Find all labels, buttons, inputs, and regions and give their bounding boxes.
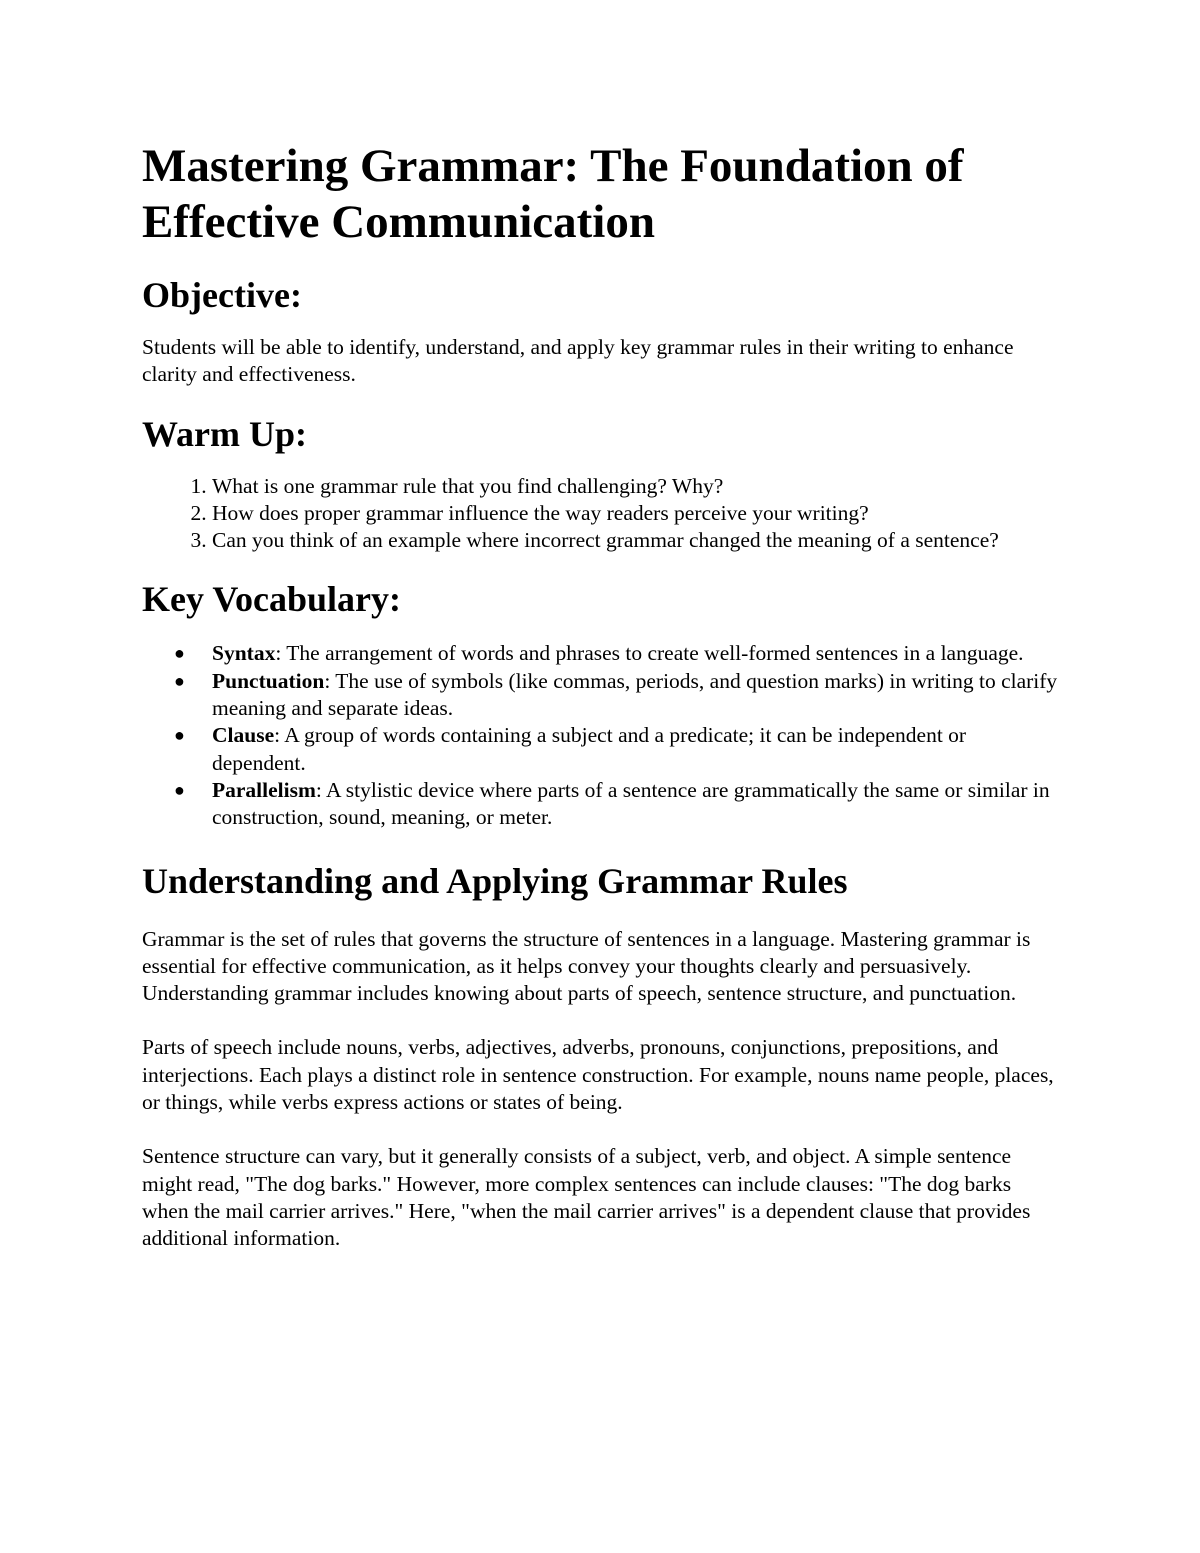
vocabulary-definition: : The use of symbols (like commas, periods, and question marks) in writing to clarify meaning and separate ideas. (212, 668, 1058, 721)
bullet-icon: ● (174, 779, 185, 800)
vocabulary-term: Syntax (212, 641, 276, 666)
vocabulary-item (174, 640, 1062, 667)
bullet-icon: ● (174, 643, 185, 664)
vocabulary-definition: : The arrangement of words and phrases to create well-formed sentences in a language. (275, 641, 1024, 666)
rules-paragraph: Grammar is the set of rules that governs the structure of sentences in a language. Mastering grammar is essential for effective communication, as it helps convey your thoughts clearly and persuasively. Understanding grammar includes knowing about parts of speech, sentence structure, and punctuation. (142, 926, 1031, 1006)
rules-paragraph: Parts of speech include nouns, verbs, adjectives, adverbs, pronouns, conjunctions, prepositions, and interjections. Each plays a distinct role in sentence construction. For example, nouns name people, places, or things, while verbs express actions or states of being. (142, 1035, 1054, 1115)
bullet-icon: ● (174, 725, 185, 746)
vocabulary-list (142, 640, 1062, 831)
vocabulary-item (174, 668, 1062, 723)
warm-up-item: 2. How does proper grammar influence the way readers perceive your writing? (212, 500, 1062, 527)
objective-heading: Objective: (142, 275, 302, 315)
vocabulary-heading: Key Vocabulary: (142, 579, 402, 620)
vocabulary-term: Clause (212, 723, 275, 748)
warm-up-list (142, 473, 1062, 555)
rules-paragraph: Sentence structure can vary, but it generally consists of a subject, verb, and object. A simple sentence might read, "The dog barks." However, more complex sentences can include clauses: "The dog barks when the mail carrier arrives." Here, "when the mail carrier arrives" is a dependent clause that provides additional information. (142, 1144, 1031, 1251)
bullet-icon: ● (174, 670, 185, 691)
objective-text: Students will be able to identify, understand, and apply key grammar rules in their writing to enhance clarity and effectiveness. (142, 335, 1014, 387)
rules-heading: Understanding and Applying Grammar Rules (142, 860, 848, 901)
vocabulary-item (174, 777, 1062, 832)
warm-up-item: 1. What is one grammar rule that you find challenging? Why? (212, 473, 1062, 500)
vocabulary-definition: : A stylistic device where parts of a sentence are grammatically the same or similar in construction, sound, meaning, or meter. (212, 777, 1050, 830)
document-page (142, 138, 1062, 1253)
warm-up-heading: Warm Up: (142, 413, 307, 454)
document-title: Mastering Grammar: The Foundation of Effective Communication (142, 140, 964, 248)
vocabulary-term: Parallelism (212, 777, 316, 802)
vocabulary-item (174, 722, 1062, 777)
vocabulary-definition: : A group of words containing a subject and a predicate; it can be independent or dependent. (212, 723, 967, 775)
warm-up-item: 3. Can you think of an example where incorrect grammar changed the meaning of a sentence? (212, 527, 1062, 554)
vocabulary-term: Punctuation (212, 668, 325, 693)
